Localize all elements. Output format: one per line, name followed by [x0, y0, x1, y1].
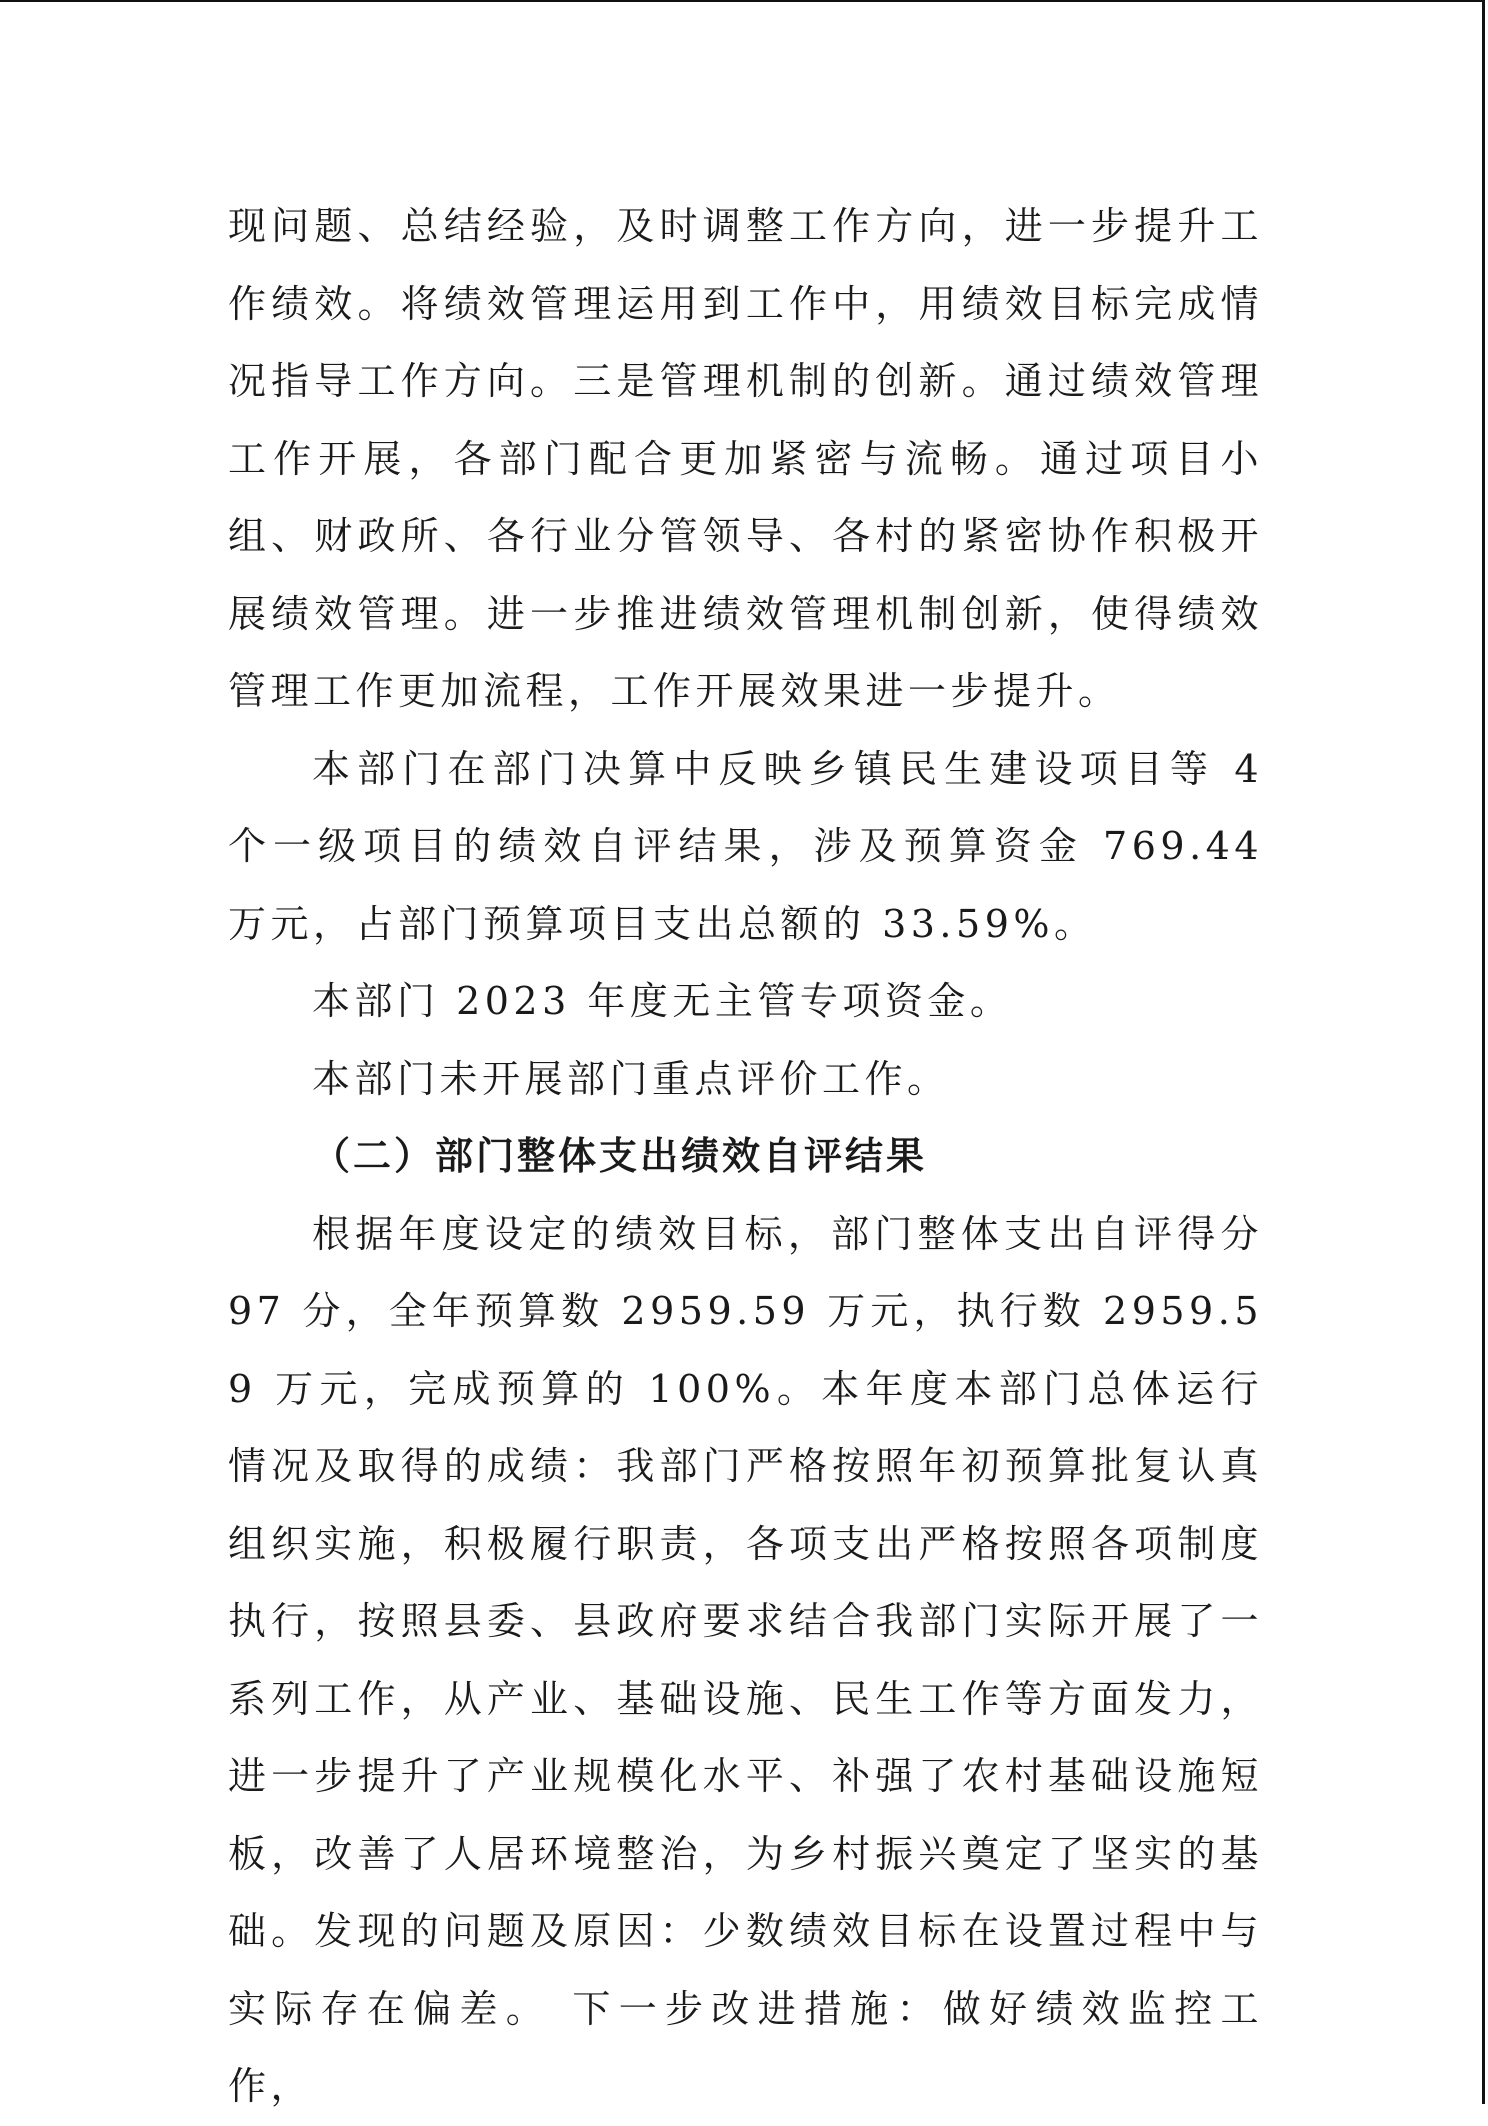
paragraph-self-evaluation: 本部门在部门决算中反映乡镇民生建设项目等 4 个一级项目的绩效自评结果，涉及预算资金 769.44 万元，占部门预算项目支出总额的 33.59%。 [228, 746, 1263, 946]
document-body [228, 188, 1263, 2126]
paragraph-continuation: 现问题、总结经验，及时调整工作方向，进一步提升工作绩效。将绩效管理运用到工作中，用绩效目标完成情况指导工作方向。三是管理机制的创新。通过绩效管理工作开展，各部门配合更加紧密与流畅。通过项目小组、财政所、各行业分管领导、各村的紧密协作积极开展绩效管理。进一步推进绩效管理机制创新，使得绩效管理工作更加流程，工作开展效果进一步提升。 [228, 204, 1263, 713]
section-heading: （二）部门整体支出绩效自评结果 [312, 1134, 928, 1178]
paragraph-key-evaluation: 本部门未开展部门重点评价工作。 [312, 1056, 950, 1101]
paragraph-overall-results: 根据年度设定的绩效目标，部门整体支出自评得分 97 分，全年预算数 2959.59 万元，执行数 2959.59 万元，完成预算的 100%。本年度本部门总体运行情况及取得的成绩：我部门严格按照年初预算批复认真组织实施，积极履行职责，各项支出严格按照各项制度执行，按照县委、县政府要求结合我部门实际开展了一系列工作，从产业、基础设施、民生工作等方面发力，进一步提升了产业规模化水平、补强了农村基础设施短板，改善了人居环境整治，为乡村振兴奠定了坚实的基础。发现的问题及原因：少数绩效目标在设置过程中与实际存在偏差。 下一步改进措施：做好绩效监控工作， [228, 1211, 1263, 2108]
paragraph-special-funds: 本部门 2023 年度无主管专项资金。 [312, 979, 1013, 1023]
